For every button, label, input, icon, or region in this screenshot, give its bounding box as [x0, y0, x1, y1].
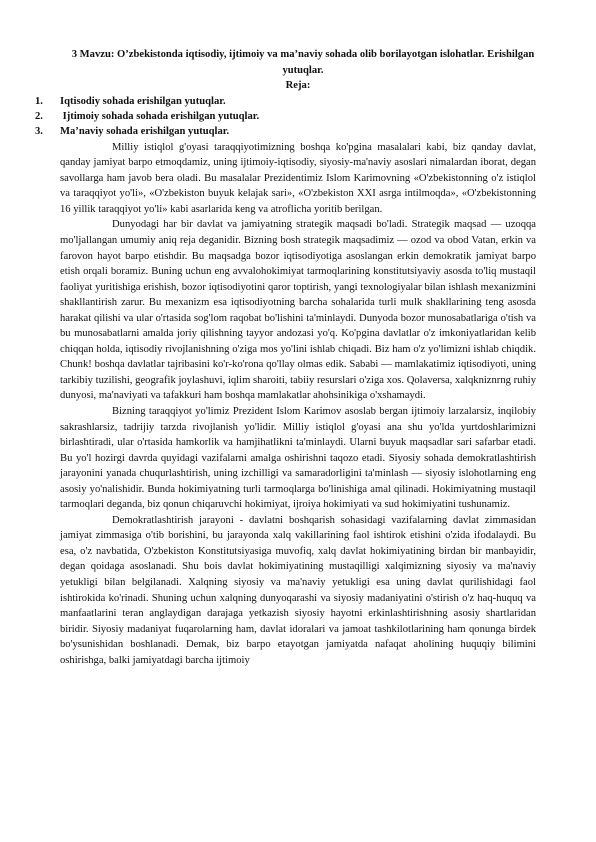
plan-item	[35, 124, 536, 139]
body-paragraph: Dunyodagi har bir davlat va jamiyatning strategik maqsadi bo'ladi. Strategik maqsad — uzoqqa mo'ljallangan umumiy aniq reja deganidir. Bizning bosh strategik maqsadimiz — ozod va obod Vatan, erkin va farovon hayot barpo etishdir. Bu maqsadga bozor iqtisodiyotiga asoslangan erkin demokratik jamiyat barpo etish orqali boramiz. Buning uchun eng avvalohokimiyat tarmoqlarining konstitutsiyaviy asosda to'liq mustaqil faoliyat yuritishiga erishish, bozor iqtisodiyotini qaror toptirish, yangi texnologiyalar bilan ishlash mexanizmini shakllantirish zarur. Bu mexanizm esa iqtisodiyotning barcha sohalarida turli mulk shakllarining teng asosda harakat qilishi va ular o'rtasida sog'lom raqobat bo'lishini ta'minlaydi. Dunyoda bozor munosabatlariga o'tish va bu munosabatlarni amalda joriy qilishning tayyor andozasi yo'q. Ko'pgina davlatlar o'z imkoniyatlaridan kelib chiqqan holda, iqtisodiy rivojlanishning o'ziga mos yo'lini ishlab chiqadi. Biz ham o'z yo'limizni ishlab chiqdik. Chunk! boshqa davlatlar tajribasini ko'r-ko'rona qo'llay olmas edik. Sababi — mamlakatimiz iqtisodiyoti, uning tarkibiy tuzilishi, geografik joylashuvi, iqlim sharoiti, tabiiy resurslari o'ziga xos. Qolaversa, xalqkniznrng ruhiy dunyosi, ma'naviyati va tafakkuri ham boshqa mamlakatlar ahohsinikiga o'xshamaydi.	[60, 219, 536, 402]
body-paragraph: Demokratlashtirish jarayoni - davlatni boshqarish sohasidagi vazifalarning davlat zimmasidan jamiyat zimmasiga o'tib borishini, bu jarayonda xalq vakillarining faol ishtirok etishini o'zida ifodalaydi. Bu esa, o'z navbatida, O'zbekiston Konstitutsiyasiga muvofiq, xalq davlat hokimiyatining birdan bir manbayidir, degan qoidaga asoslanadi. Shu bois davlat hokimiyatining mustaqilligi xalqimizning siyosiy va ma'naviy yetukligi bilan belgilanadi. Xalqning siyosiy va ma'naviy yetukligi esa uning davlat qurilishidagi faol ishtirokida ko'rinadi. Shuning uchun xalqning dunyoqarashi va siyosiy madaniyatini o'stirish o'z haq-huquq va manfaatlarini teran anglaydigan darajaga yetkazish siyosiy hayotni erkinlashtirishning asosiy shartlaridan biridir. Siyosiy madaniyat fuqarolarning ham, davlat idoralari va jamoat tashkilotlarining ham qonunga birdek bo'ysunishidan boshlanadi. Demak, biz barpo etayotgan jamiyatda nafaqat aholining huquqiy bilimini oshirishga, balki jamiyatdagi barcha ijtimoiy	[60, 514, 536, 666]
plan-list	[35, 94, 536, 140]
document-title: 3 Mavzu: O’zbekistonda iqtisodiy, ijtimoiy va ma’naviy sohada olib borilayotgan islohatlar. Erishilgan yutuqlar.	[71, 49, 535, 76]
plan-item-number: 1.	[35, 95, 43, 107]
document-page	[35, 47, 536, 668]
body-paragraph: Milliy istiqlol g'oyasi taraqqiyotimizning boshqa ko'pgina masalalari kabi, biz qanday davlat, qanday jamiyat barpo etmoqdamiz, uning ijtimoiy-iqtisodiy, siyosiy-ma'naviy asoslari nimalardan iborat, degan savollarga ham javob bera oladi. Bu masalalar Prezidentimiz Islom Karimovning «O'zbekistonning o'z istiqlol va taraqqiyot yo'li», «O'zbekiston buyuk kelajak sari», «O'zbekiston XXI asrga intilmoqda», «O'zbekistonning 16 yillik taraqqiyot yo'li» kabi asarlarida keng va atroflicha yoritib berilgan.	[60, 141, 536, 215]
plan-item-text: Ma’naviy sohada erishilgan yutuqlar.	[60, 126, 230, 138]
body-paragraph: Bizning taraqqiyot yo'limiz Prezident Islom Karimov asoslab bergan ijtimoiy larzalarsiz, inqilobiy sakrashlarsiz, tadrijiy tarzda rivojlanish yo'lidir. Milliy istiqlol g'oyasi ana shu yo'lda yurtdoshlarimizni birlashtiradi, ular o'rtasida hamkorlik va hamjihatlikni ta'minlaydi. Ularni buyuk maqsadlar sari safarbar etadi. Bu yo'l hozirgi davrda quyidagi vazifalarni amalga oshirishni taqozo etadi. Siyosiy sohada demokratlashtirish jarayonini yanada chuqurlashtirish, uning izchilligi va samaradorligini ta'minlash — siyosiy islohotlarning eng asosiy yo'nalishidir. Bunda hokimiyatning turli tarmoqlarga bo'linishiga amal qilinadi. Hokimiyatning mustaqil tarmoqlari deganda, biz qonun chiqaruvchi hokimiyat, ijroiya hokimiyati va sud hokimiyatini tushunamiz.	[60, 406, 536, 511]
plan-item	[35, 94, 536, 109]
plan-item-text: Iqtisodiy sohada erishilgan yutuqlar.	[60, 95, 226, 107]
plan-heading: Reja:	[285, 80, 311, 91]
plan-item-text: Ijtimoiy sohada sohada erishilgan yutuqlar.	[60, 110, 260, 122]
plan-item-number: 3.	[35, 126, 43, 138]
plan-item-number: 2.	[35, 110, 43, 122]
plan-item	[35, 109, 536, 124]
